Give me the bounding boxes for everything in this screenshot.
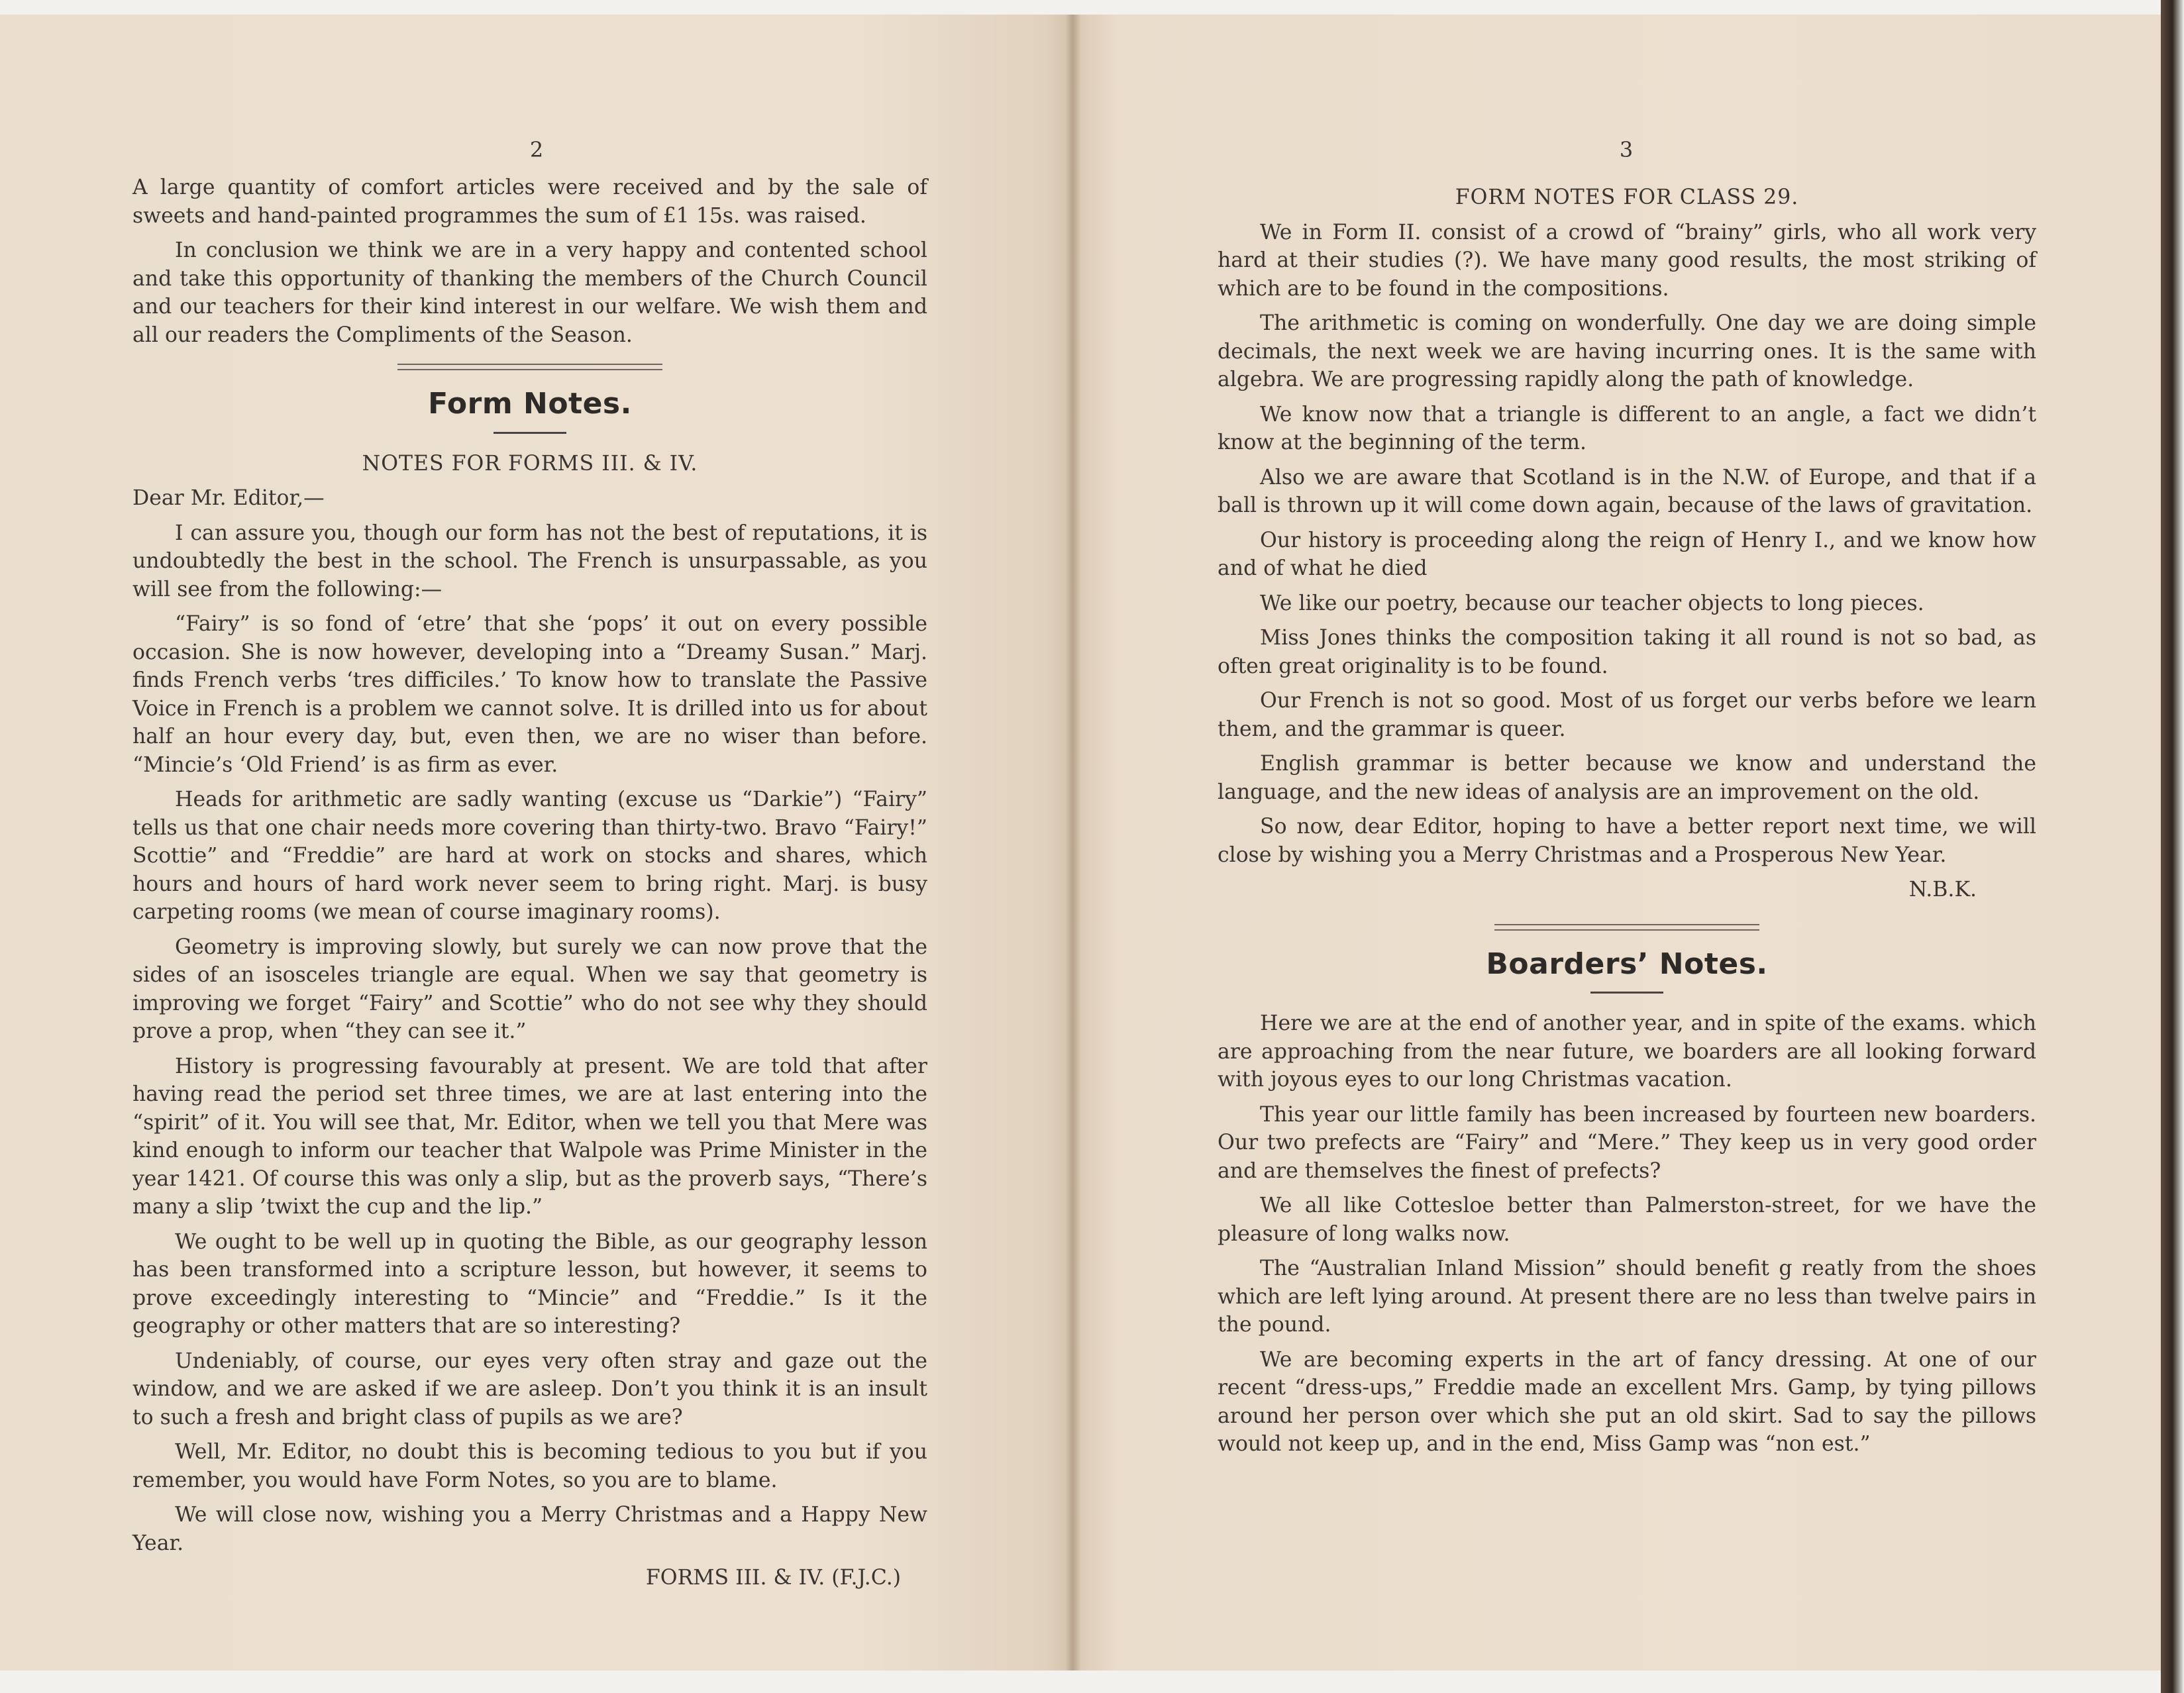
paragraph: Undeniably, of course, our eyes very often stray and gaze out the window, and we are asked if we are asleep. Don’t you think it is an insult to such a fresh and bright class of pupils as we are? — [132, 1349, 927, 1429]
double-rule-divider — [397, 364, 662, 370]
salutation: Dear Mr. Editor,— — [132, 486, 325, 510]
paragraph: We know now that a triangle is different to an angle, a fact we didn’t know at the beginning of the term. — [1218, 402, 2036, 454]
paragraph: Geometry is improving slowly, but surely we can now prove that the sides of an isosceles triangle are equal. When we say that geometry is improving we forget “Fairy” and Scottie” who do not see why they should prove a prop, when “they can see it.” — [132, 935, 927, 1043]
page-number: 3 — [1619, 137, 1634, 162]
paragraph: We all like Cottesloe better than Palmerston-street, for we have the pleasure of long walks now. — [1218, 1194, 2036, 1246]
page-edge-shadow — [2161, 0, 2184, 1693]
paragraph: Well, Mr. Editor, no doubt this is becoming tedious to you but if you remember, you would have Form Notes, so you are to blame. — [132, 1440, 927, 1492]
page-number: 2 — [529, 137, 544, 162]
paragraph: A large quantity of comfort articles were received and by the sale of sweets and hand-painted programmes the sum of £1 15s. was raised. — [132, 176, 927, 228]
paragraph: This year our little family has been increased by fourteen new boarders. Our two prefects are “Fairy” and “Mere.” They keep us in very good order and are themselves the finest of prefects? — [1218, 1102, 2036, 1183]
paragraph: Heads for arithmetic are sadly wanting (excuse us “Darkie”) “Fairy” tells us that one chair needs more covering than thirty-two. Bravo “Fairy!” Scottie” and “Freddie” are hard at work on stocks and shares, which hours and hours of hard work never seem to bring right. Marj. is busy carpeting rooms (we mean of course imaginary rooms). — [132, 788, 927, 924]
paragraph: Also we are aware that Scotland is in the N.W. of Europe, and that if a ball is thrown up it will come down again, because of the laws of gravitation. — [1218, 465, 2036, 517]
short-rule-divider — [1590, 992, 1663, 994]
book-gutter-shadow — [1065, 15, 1081, 1670]
signature: FORMS III. & IV. (F.J.C.) — [645, 1566, 901, 1590]
notes-heading: FORM NOTES FOR CLASS 29. — [1455, 185, 1799, 209]
signature: N.B.K. — [1908, 878, 1977, 901]
paragraph: So now, dear Editor, hoping to have a better report next time, we will close by wishing you a Merry Christmas and a Prosperous New Year. — [1218, 815, 2036, 867]
left-page-text-column — [132, 174, 927, 1592]
paragraph: In conclusion we think we are in a very happy and contented school and take this opportunity of thanking the members of the Church Council and our teachers for their kind interest in our welfare. We wish them and all our readers the Compliments of the Season. — [132, 238, 927, 347]
paragraph: We like our poetry, because our teacher objects to long pieces. — [1260, 591, 1924, 615]
paragraph: Miss Jones thinks the composition taking it all round is not so bad, as often great originality is to be found. — [1218, 626, 2036, 678]
paragraph: English grammar is better because we know and understand the language, and the new ideas of analysis are an improvement on the old. — [1218, 752, 2036, 804]
section-title-boarders-notes: Boarders’ Notes. — [1486, 947, 1768, 981]
paragraph: “Fairy” is so fond of ‘etre’ that she ‘pops’ it out on every possible occasion. She is now however, developing into a “Dreamy Susan.” Marj. finds French verbs ‘tres difficiles.’ To know how to translate the Passive Voice in French is a problem we cannot solve. It is drilled into us for about half an hour every day, but, even then, we are no wiser than before. “Mincie’s ‘Old Friend’ is as firm as ever. — [132, 612, 927, 777]
paragraph: I can assure you, though our form has not the best of reputations, it is undoubtedly the best in the school. The French is unsurpassable, as you will see from the following:— — [132, 521, 927, 601]
notes-heading: NOTES FOR FORMS III. & IV. — [362, 451, 698, 476]
right-page-text-column — [1218, 183, 2036, 1465]
left-page — [0, 15, 1073, 1670]
section-title-form-notes: Form Notes. — [428, 387, 632, 421]
paragraph: We will close now, wishing you a Merry Christmas and a Happy New Year. — [132, 1503, 927, 1555]
short-rule-divider — [494, 432, 566, 434]
double-rule-divider — [1494, 924, 1759, 931]
paragraph: We are becoming experts in the art of fancy dressing. At one of our recent “dress-ups,” Freddie made an excellent Mrs. Gamp, by tying pillows around her person over which she put an old skirt. Sad to say the pillows would not keep up, and in the end, Miss Gamp was “non est.” — [1218, 1347, 2036, 1456]
right-page — [1073, 15, 2173, 1670]
paragraph: Our French is not so good. Most of us forget our verbs before we learn them, and the grammar is queer. — [1218, 689, 2036, 741]
paragraph: The “Australian Inland Mission” should benefit g reatly from the shoes which are left lying around. At present there are no less than twelve pairs in the pound. — [1218, 1257, 2036, 1337]
paragraph: We ought to be well up in quoting the Bible, as our geography lesson has been transformed into a scripture lesson, but however, it seems to prove exceedingly interesting to “Mincie” and “Freddie.” Is it the geography or other matters that are so interesting? — [132, 1229, 927, 1338]
paragraph: Our history is proceeding along the reign of Henry I., and we know how and of what he died — [1218, 528, 2036, 580]
paragraph: The arithmetic is coming on wonderfully. One day we are doing simple decimals, the next week we are having incurring ones. It is the same with algebra. We are progressing rapidly along the path of knowledge. — [1218, 311, 2036, 391]
paragraph: Here we are at the end of another year, and in spite of the exams. which are approaching from the near future, we boarders are all looking forward with joyous eyes to our long Christmas vacation. — [1218, 1011, 2036, 1092]
paragraph: History is progressing favourably at present. We are told that after having read the period set three times, we are at last entering into the “spirit” of it. You will see that, Mr. Editor, when we tell you that Mere was kind enough to inform our teacher that Walpole was Prime Minister in the year 1421. Of course this was only a slip, but as the proverb says, “There’s many a slip ’twixt the cup and the lip.” — [132, 1054, 927, 1219]
paragraph: We in Form II. consist of a crowd of “brainy” girls, who all work very hard at their studies (?). We have many good results, the most striking of which are to be found in the compositions. — [1218, 220, 2036, 301]
